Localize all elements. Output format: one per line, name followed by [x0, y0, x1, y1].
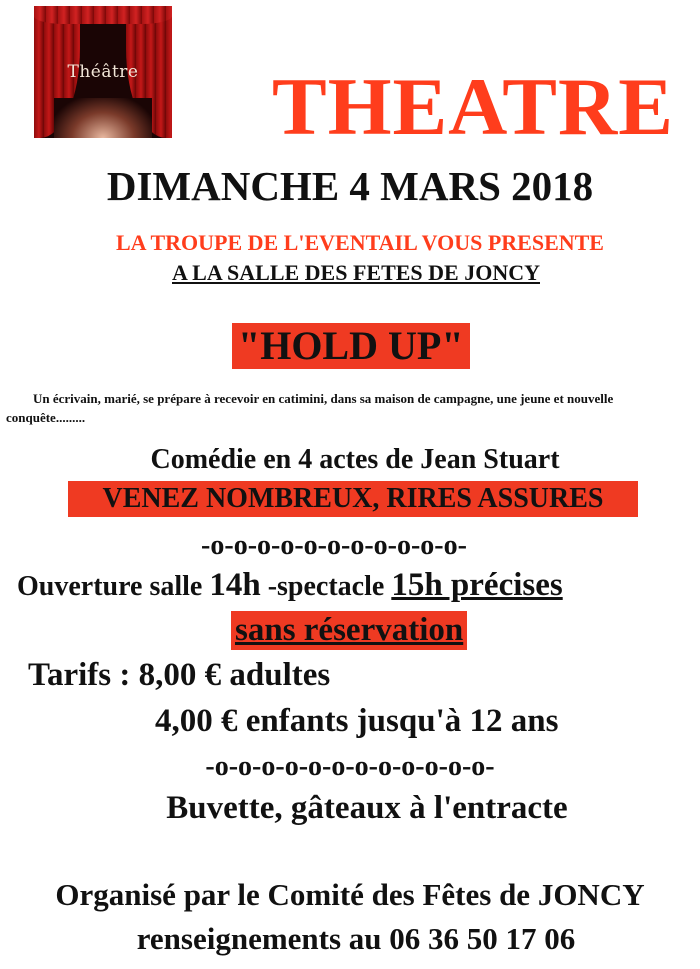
play-title: "HOLD UP": [232, 323, 470, 369]
bar-line: Buvette, gâteaux à l'entracte: [166, 790, 568, 826]
organizer-line: Organisé par le Comité des Fêtes de JONCY: [55, 877, 645, 912]
show-time: 15h précises: [391, 567, 563, 603]
theatre-logo-image: [34, 6, 172, 138]
event-date: DIMANCHE 4 MARS 2018: [106, 163, 594, 209]
prices-children: 4,00 € enfants jusqu'à 12 ans: [155, 703, 559, 739]
main-title: THEATRE: [272, 61, 674, 152]
comedy-line: Comédie en 4 actes de Jean Stuart: [150, 444, 560, 475]
prices-adults: Tarifs : 8,00 € adultes: [28, 657, 331, 693]
contact-line: renseignements au 06 36 50 17 06: [136, 921, 576, 956]
presenter-line: LA TROUPE DE L'EVENTAIL VOUS PRESENTE: [116, 230, 604, 255]
separator-1: -o-o-o-o-o-o-o-o-o-o-o-: [201, 530, 467, 561]
curtain-valance: [34, 6, 172, 24]
logo-word: Théâtre: [67, 62, 139, 82]
stage-light: [54, 98, 152, 138]
no-reservation-banner: sans réservation: [231, 611, 467, 650]
opening-middle: -spectacle: [260, 571, 392, 602]
opening-time: 14h: [209, 567, 261, 603]
venue-line: A LA SALLE DES FETES DE JONCY: [172, 260, 540, 285]
separator-2: -o-o-o-o-o-o-o-o-o-o-o-o-: [205, 751, 495, 782]
opening-prefix: Ouverture salle: [17, 571, 210, 602]
opening-line: [17, 564, 563, 612]
slogan-banner: VENEZ NOMBREUX, RIRES ASSURES: [68, 481, 638, 517]
synopsis: Un écrivain, marié, se prépare à recevoir en catimini, dans sa maison de campagne, une jeune et nouvelle conquête.........: [6, 391, 614, 425]
